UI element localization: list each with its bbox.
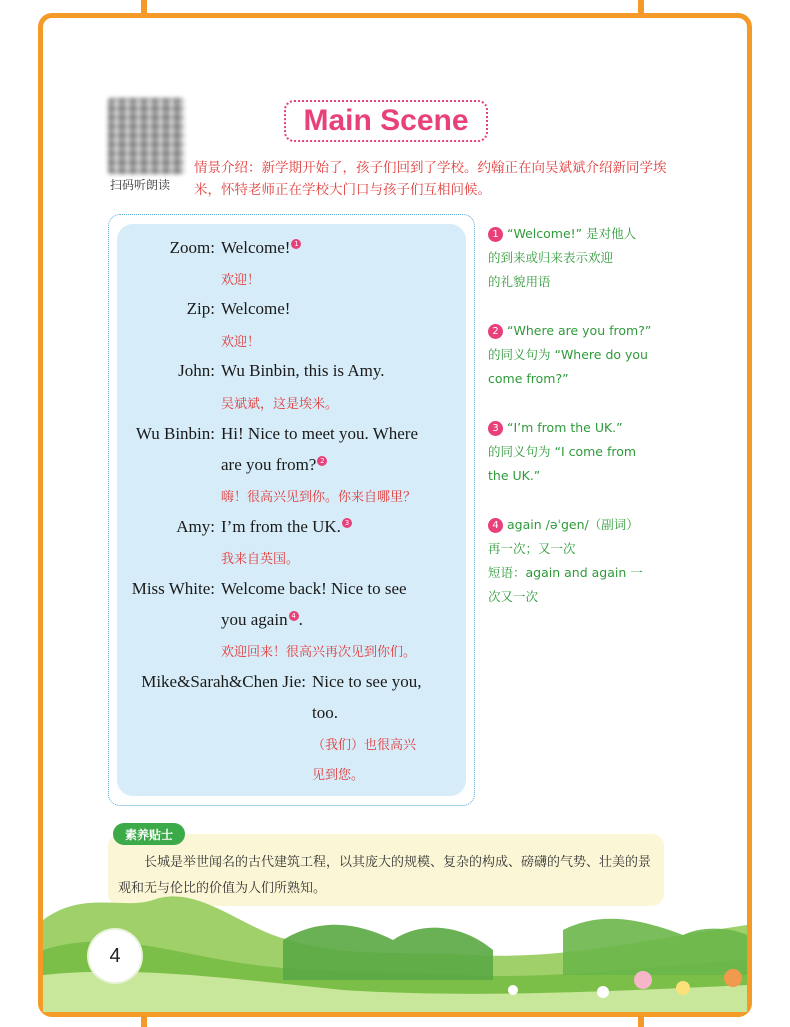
translation-group-2: 见到您。 [312,768,365,783]
translation-zoom: 欢迎！ [221,273,261,288]
dialogue-panel [117,224,466,796]
note-3: 3 “I’m from the UK.” 的同义句为 “I come from the UK.” [488,420,637,483]
line-zoom: Welcome! 1 [221,238,301,258]
note-marker-3[interactable]: 3 [342,518,352,528]
speaker-mike-sarah-chen-jie: Mike&Sarah&Chen Jie: [141,672,306,691]
qr-caption: 扫码听朗读 [110,178,171,192]
note-marker-1[interactable]: 1 [291,239,301,249]
line-john: Wu Binbin, this is Amy. [221,361,385,380]
translation-zip: 欢迎！ [221,335,261,350]
line-group-2: too. [312,703,338,722]
note-number-3: 3 [488,421,503,436]
page-title: Main Scene [303,104,469,137]
line-wu-binbin-1: Hi! Nice to meet you. Where [221,424,419,443]
speaker-zip: Zip: [186,299,215,318]
scene-intro: 情景介绍：新学期开始了，孩子们回到了学校。约翰正在向吴斌斌介绍新同学埃米，怀特老师正在学校大门口与孩子们互相问候。 [194,160,667,198]
speaker-miss-white: Miss White: [131,579,215,598]
note-1: 1 “Welcome!” 是对他人 的到来或归来表示欢迎 的礼貌用语 [488,226,637,289]
line-zip: Welcome! [221,299,291,318]
tip-badge: 素养贴士 [113,823,185,845]
note-number-1: 1 [488,227,503,242]
note-number-2: 2 [488,324,503,339]
title-box [284,100,488,142]
note-4: 4 again /əˈgen/（副词） 再一次；又一次 短语：again and again 一 次又一次 [488,517,643,604]
binder-ring-bottom-right [638,1012,644,1027]
tip-text: 长城是举世闻名的古代建筑工程，以其庞大的规模、复杂的构成、磅礴的气势、壮美的景观和无与伦比的价值为人们所熟知。 [118,855,652,896]
note-number-4: 4 [488,518,503,533]
speaker-john: John: [178,361,215,380]
note-marker-2[interactable]: 2 [317,456,327,466]
binder-ring-bottom-left [141,1012,147,1027]
translation-john: 吴斌斌，这是埃米。 [221,397,339,412]
speaker-zoom: Zoom: [169,238,215,257]
qr-code[interactable] [108,98,184,174]
speaker-amy: Amy: [176,517,215,536]
translation-wu-binbin: 嗨！很高兴见到你。你来自哪里？ [221,490,417,505]
landscape-illustration [43,880,747,1012]
line-amy: I’m from the UK. 3 [221,517,352,537]
translation-amy: 我来自英国。 [221,552,300,567]
page-number: 4 [89,930,141,982]
note-2: 2 “Where are you from?” 的同义句为 “Where do you come from?” [488,323,652,386]
line-miss-white-2: you again 4 . [221,610,303,629]
speaker-wu-binbin: Wu Binbin: [135,424,215,443]
line-wu-binbin-2: are you from? 2 [221,455,327,475]
line-group-1: Nice to see you, [312,672,422,691]
translation-miss-white: 欢迎回来！很高兴再次见到你们。 [221,645,417,660]
translation-group-1: （我们）也很高兴 [312,738,417,753]
line-miss-white-1: Welcome back! Nice to see [221,579,407,598]
note-marker-4[interactable]: 4 [289,611,299,621]
